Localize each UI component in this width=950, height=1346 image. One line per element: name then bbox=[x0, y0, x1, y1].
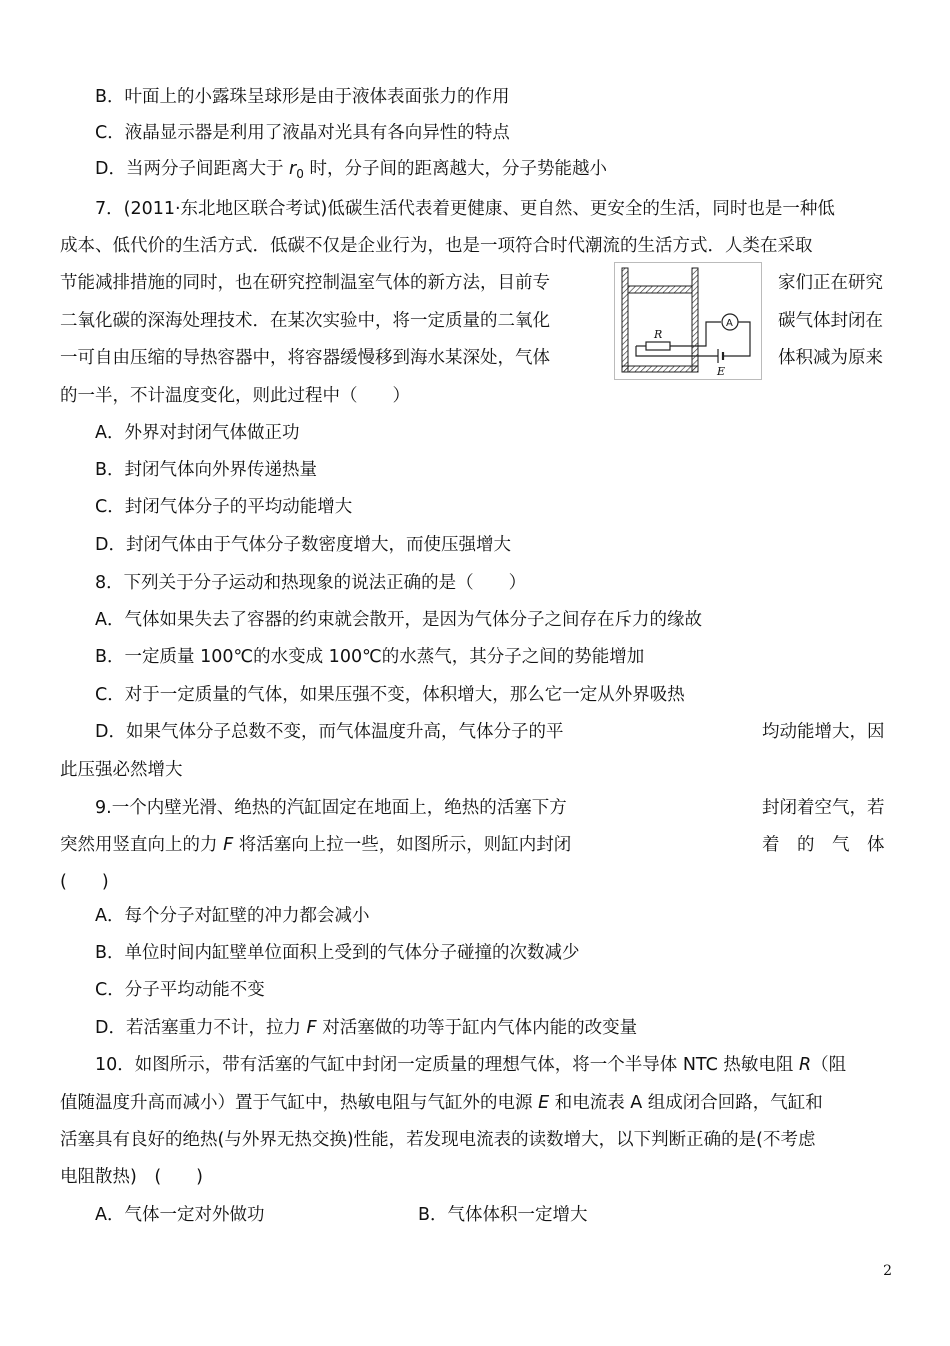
q6-option-b: B．叶面上的小露珠呈球形是由于液体表面张力的作用 bbox=[95, 87, 510, 107]
q7-option-a: A．外界对封闭气体做正功 bbox=[95, 423, 300, 443]
q9-answer-bracket: ( ) bbox=[60, 872, 109, 892]
q7-stem-line5b: 体积减为原来 bbox=[778, 348, 883, 368]
q8-option-d-part1: D．如果气体分子总数不变，而气体温度升高，气体分子的平 bbox=[95, 722, 564, 742]
q9-stem-line2b: 着 的 气 体 bbox=[762, 835, 885, 855]
q8-option-b: B．一定质量 100℃的水变成 100℃的水蒸气，其分子之间的势能增加 bbox=[95, 647, 645, 667]
q6-d-text: D．当两分子间距离大于 bbox=[95, 159, 290, 179]
q7-stem-line3a: 节能减排措施的同时，也在研究控制温室气体的新方法，目前专 bbox=[60, 273, 550, 293]
cylinder-left-wall bbox=[622, 268, 628, 372]
q7-stem-line4b: 碳气体封闭在 bbox=[778, 311, 883, 331]
q7-stem-line5a: 一可自由压缩的导热容器中，将容器缓慢移到海水某深处，气体 bbox=[60, 348, 550, 368]
q9-option-c: C．分子平均动能不变 bbox=[95, 980, 265, 1000]
q10-stem-line2 bbox=[60, 1091, 823, 1115]
q7-stem-line4a: 二氧化碳的深海处理技术．在某次实验中，将一定质量的二氧化 bbox=[60, 311, 550, 331]
q9-stem-line2a bbox=[60, 833, 571, 857]
q10-stem-line4: 电阻散热) ( ) bbox=[60, 1167, 203, 1187]
label-a: A bbox=[726, 318, 733, 329]
q7-option-c: C．封闭气体分子的平均动能增大 bbox=[95, 497, 353, 517]
q9-stem-text: 突然用竖直向上的力 bbox=[60, 835, 224, 855]
q8-option-c: C．对于一定质量的气体，如果压强不变，体积增大，那么它一定从外界吸热 bbox=[95, 685, 685, 705]
q6-d-text-end: 时，分子间的距离越大，分子势能越小 bbox=[303, 159, 607, 179]
page-number: 2 bbox=[883, 1263, 892, 1279]
label-r: R bbox=[654, 328, 663, 341]
q8-option-d-part3: 此压强必然增大 bbox=[60, 760, 183, 780]
piston bbox=[628, 286, 692, 293]
q9-stem-text-end: 将活塞向上拉一些，如图所示，则缸内封闭 bbox=[233, 835, 572, 855]
q8-option-a: A．气体如果失去了容器的约束就会散开，是因为气体分子之间存在斥力的缘故 bbox=[95, 610, 702, 630]
q7-stem-line2: 成本、低代价的生活方式．低碳不仅是企业行为，也是一项符合时代潮流的生活方式．人类在采取 bbox=[60, 236, 813, 256]
q10-symbol-r: R bbox=[798, 1055, 812, 1075]
q9-symbol-f: F bbox=[223, 835, 234, 855]
q9-d-text: D．若活塞重力不计，拉力 bbox=[95, 1018, 307, 1038]
q7-stem-line6: 的一半，不计温度变化，则此过程中（ ） bbox=[60, 386, 410, 406]
q10-text-1: 10．如图所示，带有活塞的气缸中封闭一定质量的理想气体，将一个半导体 NTC 热敏电阻 bbox=[95, 1055, 799, 1075]
q10-text-2: 值随温度升高而减小）置于气缸中，热敏电阻与气缸外的电源 bbox=[60, 1093, 539, 1113]
q7-stem-line1: 7．(2011·东北地区联合考试)低碳生活代表着更健康、更自然、更安全的生活，同时也是一种低 bbox=[95, 199, 835, 219]
q9-d-text-end: 对活塞做的功等于缸内气体内能的改变量 bbox=[316, 1018, 638, 1038]
q10-text-2-end: 和电流表 A 组成闭合回路，气缸和 bbox=[549, 1093, 823, 1113]
q10-text-1-end: （阻 bbox=[811, 1055, 847, 1075]
q6-option-c: C．液晶显示器是利用了液晶对光具有各向异性的特点 bbox=[95, 123, 510, 143]
q7-stem-line3b: 家们正在研究 bbox=[778, 273, 883, 293]
q9-option-d bbox=[95, 1016, 637, 1040]
q6-d-subscript: 0 bbox=[296, 167, 304, 181]
q6-option-d bbox=[95, 157, 607, 186]
q8-stem: 8．下列关于分子运动和热现象的说法正确的是（ ） bbox=[95, 573, 527, 593]
label-e: E bbox=[717, 365, 726, 378]
q10-stem-line3: 活塞具有良好的绝热(与外界无热交换)性能，若发现电流表的读数增大，以下判断正确的是(不考虑 bbox=[60, 1130, 816, 1150]
cylinder-base bbox=[622, 366, 698, 372]
cylinder-circuit-figure bbox=[614, 262, 762, 380]
thermistor-r bbox=[646, 342, 670, 350]
q10-option-b: B．气体体积一定增大 bbox=[418, 1205, 588, 1225]
q9-stem-line1a: 9.一个内壁光滑、绝热的汽缸固定在地面上，绝热的活塞下方 bbox=[95, 798, 567, 818]
q9-option-b: B．单位时间内缸壁单位面积上受到的气体分子碰撞的次数减少 bbox=[95, 943, 580, 963]
q6-d-symbol-r: r bbox=[289, 159, 297, 179]
q10-option-a: A．气体一定对外做功 bbox=[95, 1205, 265, 1225]
figure-frame bbox=[615, 263, 762, 380]
q10-stem-line1 bbox=[95, 1053, 846, 1077]
q7-option-b: B．封闭气体向外界传递热量 bbox=[95, 460, 318, 480]
q10-symbol-e: E bbox=[538, 1093, 550, 1113]
q9-option-a: A．每个分子对缸壁的冲力都会减小 bbox=[95, 906, 370, 926]
q7-option-d: D．封闭气体由于气体分子数密度增大，而使压强增大 bbox=[95, 535, 511, 555]
q8-option-d-part2: 均动能增大，因 bbox=[762, 722, 885, 742]
q9-stem-line1b: 封闭着空气，若 bbox=[762, 798, 885, 818]
q9-d-symbol-f: F bbox=[306, 1018, 317, 1038]
